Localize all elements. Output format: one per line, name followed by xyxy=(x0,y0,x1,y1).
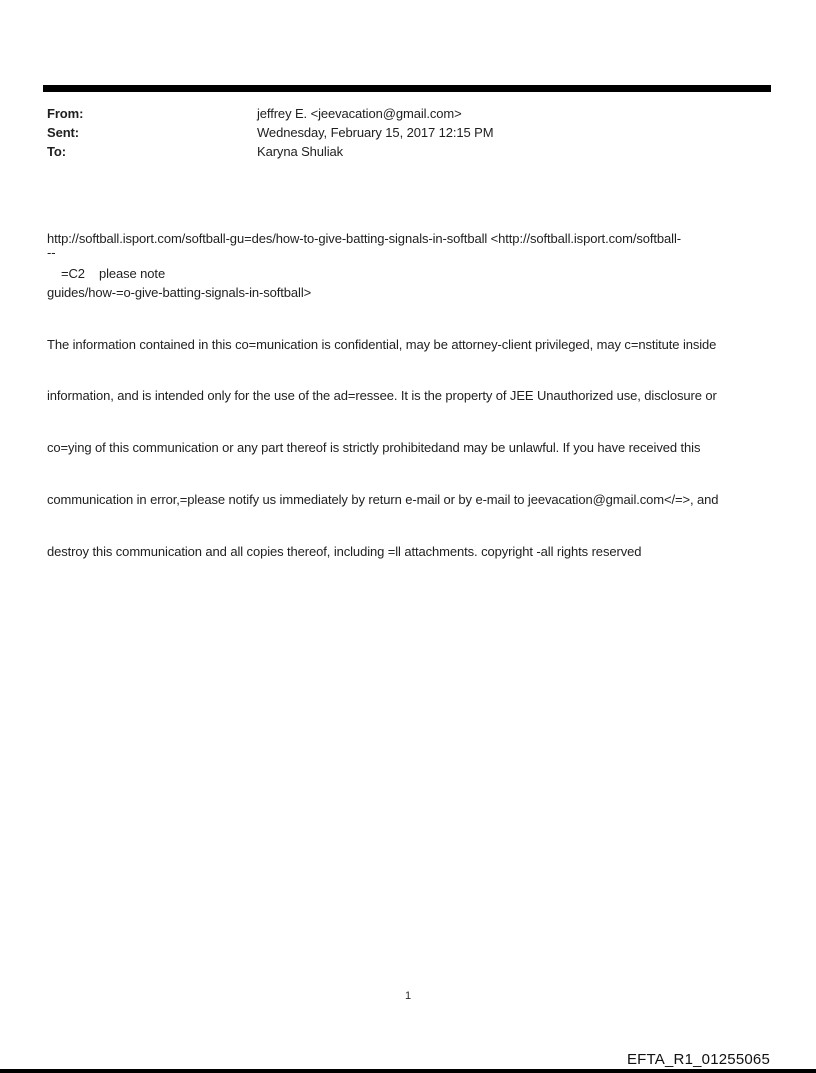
confidentiality-line: information, and is intended only for the use of the ad=ressee. It is the property of JEE Unauthorized use, disclosure or xyxy=(47,388,717,404)
bates-number: EFTA_R1_01255065 xyxy=(626,1051,770,1068)
sent-value: Wednesday, February 15, 2017 12:15 PM xyxy=(257,125,494,140)
confidentiality-line: communication in error,=please notify us immediately by return e-mail or by e-mail to jeevacation@gmail.com</=>, and xyxy=(47,492,719,508)
header-row-from xyxy=(47,104,771,123)
header-row-sent xyxy=(47,123,771,142)
body-url-line: guides/how-=o-give-batting-signals-in-softball> xyxy=(47,285,312,300)
header-row-to xyxy=(47,142,771,161)
body-url-line: http://softball.isport.com/softball-gu=des/how-to-give-batting-signals-in-softball <http://softball.isport.com/softball- xyxy=(47,231,681,246)
please-note-line: =C2 please note xyxy=(61,266,166,281)
to-label: To: xyxy=(47,144,66,159)
bottom-edge-rule xyxy=(0,1069,816,1073)
confidentiality-line: The information contained in this co=munication is confidential, may be attorney-client privileged, may c=nstitute inside xyxy=(47,336,717,352)
confidentiality-notice xyxy=(47,301,718,595)
page-number: 1 xyxy=(404,990,412,1002)
confidentiality-line: co=ying of this communication or any part thereof is strictly prohibitedand may be unlawful. If you have received this xyxy=(47,440,701,456)
header-divider-rule xyxy=(43,85,771,92)
sent-label: Sent: xyxy=(47,125,80,140)
to-value: Karyna Shuliak xyxy=(257,144,344,159)
from-value: jeffrey E. <jeevacation@gmail.com> xyxy=(257,106,462,121)
signature-separator: -- xyxy=(47,245,56,260)
confidentiality-line: destroy this communication and all copies thereof, including =ll attachments. copyright -all rights reserved xyxy=(47,544,642,560)
email-header xyxy=(47,104,771,161)
from-label: From: xyxy=(47,106,84,121)
